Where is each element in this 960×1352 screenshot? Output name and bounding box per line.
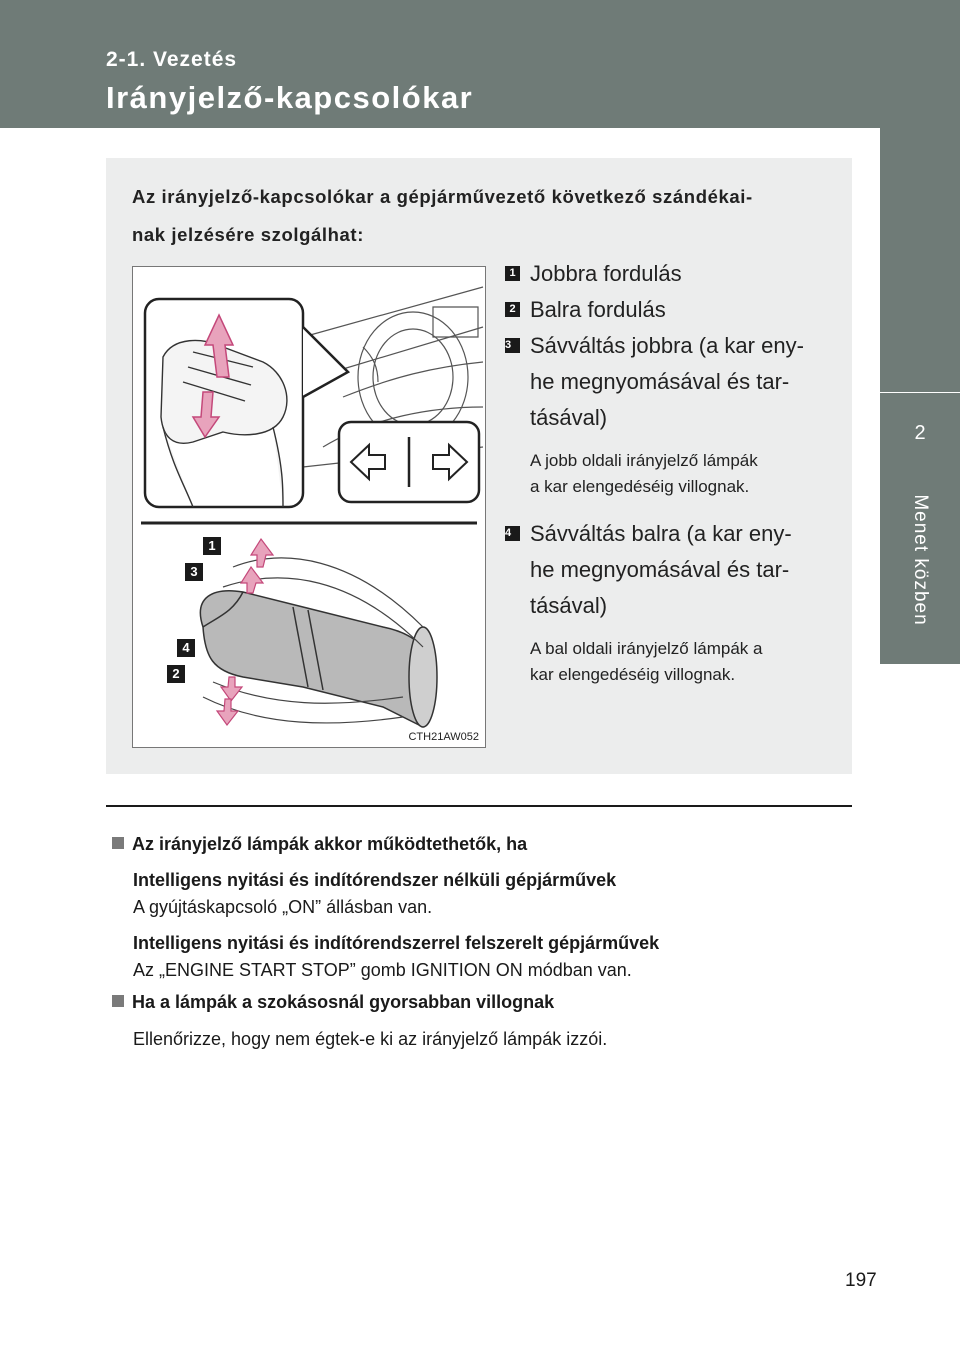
item-text: Jobbra fordulás [530, 261, 682, 286]
note-left [505, 636, 825, 688]
side-tab-top [880, 0, 960, 392]
sub1-text: A gyújtáskapcsoló „ON” állásban van. [133, 897, 433, 917]
list-item-lane-change-right [505, 328, 825, 436]
section-heading-operation [112, 834, 527, 855]
chapter-side-tab [880, 0, 960, 1352]
item-text: tásával) [530, 405, 608, 430]
intro-line-2: nak jelzésére szolgálhat: [132, 224, 364, 245]
square-bullet-icon [112, 837, 124, 849]
note-text: A bal oldali irányjelző lámpák a [530, 639, 763, 658]
item-text: he megnyomásával és tar- [530, 557, 790, 582]
fast-blink-text: Ellenőrizze, hogy nem égtek-e ki az irányjelző lámpák izzói. [133, 1029, 608, 1049]
section-label: 2-1. Vezetés [106, 48, 238, 71]
heading-text: Az irányjelző lámpák akkor működtethetők, ha [132, 834, 528, 854]
page-header [0, 0, 880, 128]
note-text: a kar elengedéséig villognak. [530, 477, 750, 496]
item-text: Sávváltás balra (a kar eny- [530, 521, 792, 546]
chapter-number: 2 [914, 422, 926, 444]
callout-2: 2 [167, 665, 185, 683]
square-bullet-icon [112, 995, 124, 1007]
item-text: Sávváltás jobbra (a kar eny- [530, 333, 804, 358]
list-item-lane-change-left [505, 516, 825, 624]
lever-illustration [132, 266, 486, 748]
note-text: kar elengedéséig villognak. [530, 665, 736, 684]
badge-2: 2 [505, 302, 520, 317]
lever-closeup [200, 591, 437, 727]
sub2-title: Intelligens nyitási és indítórendszerrel felszerelt gépjárművek [133, 933, 660, 953]
badge-4: 4 [505, 526, 520, 541]
function-list [505, 256, 825, 688]
callout-3: 3 [185, 563, 203, 581]
page-number: 197 [845, 1270, 877, 1291]
section-divider [106, 805, 852, 807]
heading-text: Ha a lámpák a szokásosnál gyorsabban villognak [132, 992, 555, 1012]
intro-line-1: Az irányjelző-kapcsolókar a gépjárművezető következő szándékai- [132, 186, 753, 207]
list-item-left-turn [505, 292, 825, 328]
sub1-title: Intelligens nyitási és indítórendszer nélküli gépjárművek [133, 870, 617, 890]
chapter-label: Menet közben [910, 494, 931, 626]
item-text: he megnyomásával és tar- [530, 369, 790, 394]
callout-4: 4 [177, 639, 195, 657]
note-right [505, 448, 825, 500]
figure-code: CTH21AW052 [408, 731, 479, 743]
intro-text [132, 178, 826, 254]
badge-1: 1 [505, 266, 520, 281]
lever-illustration-svg [133, 267, 485, 747]
section-heading-fast-blink [112, 992, 554, 1013]
item-text: Balra fordulás [530, 297, 666, 322]
list-item-right-turn [505, 256, 825, 292]
callout-1: 1 [203, 537, 221, 555]
note-text: A jobb oldali irányjelző lámpák [530, 451, 758, 470]
side-tab-divider [880, 392, 960, 393]
sub2-text: Az „ENGINE START STOP” gomb IGNITION ON módban van. [133, 960, 632, 980]
item-text: tásával) [530, 593, 608, 618]
page-title: Irányjelző-kapcsolókar [106, 80, 474, 115]
badge-3: 3 [505, 338, 520, 353]
